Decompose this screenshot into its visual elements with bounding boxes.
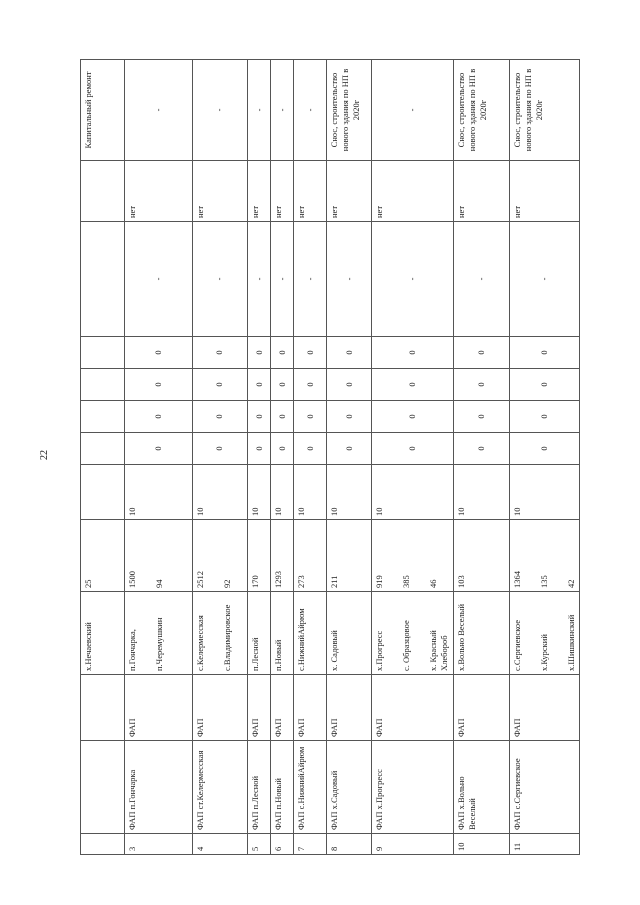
dash-cell: - bbox=[192, 222, 247, 337]
facility-name bbox=[81, 741, 125, 834]
settlements-line: п.Черемушкин bbox=[154, 617, 165, 671]
facility-name: ФАП с.Сергиевское bbox=[509, 741, 580, 834]
value-4: 0 bbox=[271, 337, 294, 369]
value-4: 0 bbox=[327, 337, 371, 369]
population bbox=[125, 520, 192, 592]
settlements-line: с.Владимировское bbox=[221, 604, 232, 671]
value-4: 0 bbox=[371, 337, 453, 369]
table-row bbox=[371, 60, 453, 855]
table-row bbox=[271, 60, 294, 855]
population-line: 170 bbox=[249, 575, 260, 588]
status: нет bbox=[294, 161, 327, 222]
distance bbox=[81, 465, 125, 520]
value-3: 0 bbox=[454, 369, 509, 401]
facility-name: ФАП ст.Келермесская bbox=[192, 741, 247, 834]
value-3: 0 bbox=[327, 369, 371, 401]
settlements bbox=[271, 592, 294, 675]
settlements bbox=[192, 592, 247, 675]
plan: - bbox=[125, 60, 192, 161]
settlements-line: х.Вольно Веселый bbox=[456, 603, 467, 671]
facility-name: ФАП п.Новый bbox=[271, 741, 294, 834]
value-4 bbox=[81, 337, 125, 369]
value-3: 0 bbox=[247, 369, 270, 401]
distance: 10 bbox=[125, 465, 192, 520]
population bbox=[327, 520, 371, 592]
facility-name: ФАП х.Прогресс bbox=[371, 741, 453, 834]
population bbox=[247, 520, 270, 592]
settlements bbox=[247, 592, 270, 675]
line-gap bbox=[206, 595, 222, 671]
population-line: 42 bbox=[565, 579, 576, 588]
status: нет bbox=[509, 161, 580, 222]
population bbox=[454, 520, 509, 592]
facility-type bbox=[81, 675, 125, 741]
settlements bbox=[371, 592, 453, 675]
population-line: 2512 bbox=[194, 571, 205, 588]
population bbox=[271, 520, 294, 592]
table-row bbox=[454, 60, 509, 855]
facility-type: ФАП bbox=[192, 675, 247, 741]
population-line: 1500 bbox=[127, 571, 138, 588]
value-2: 0 bbox=[294, 401, 327, 433]
plan: - bbox=[271, 60, 294, 161]
status: нет bbox=[327, 161, 371, 222]
settlements bbox=[327, 592, 371, 675]
population-line: 46 bbox=[427, 579, 438, 588]
row-number: 9 bbox=[371, 834, 453, 855]
distance: 10 bbox=[371, 465, 453, 520]
facility-type: ФАП bbox=[294, 675, 327, 741]
distance: 10 bbox=[192, 465, 247, 520]
dash-cell bbox=[81, 222, 125, 337]
distance: 10 bbox=[509, 465, 580, 520]
table-body bbox=[81, 60, 580, 855]
population bbox=[294, 520, 327, 592]
population-line: 919 bbox=[373, 575, 384, 588]
population bbox=[81, 520, 125, 592]
settlements-line: с.Келермесская bbox=[194, 615, 205, 671]
settlements-line: с. Образцовое bbox=[400, 620, 411, 671]
settlements-line: п.Гончарка, bbox=[127, 629, 138, 671]
page-number: 22 bbox=[39, 450, 50, 460]
value-3: 0 bbox=[192, 369, 247, 401]
status bbox=[81, 161, 125, 222]
value-1: 0 bbox=[371, 433, 453, 465]
value-3: 0 bbox=[125, 369, 192, 401]
plan: - bbox=[192, 60, 247, 161]
dash-cell: - bbox=[327, 222, 371, 337]
value-2: 0 bbox=[454, 401, 509, 433]
population bbox=[509, 520, 580, 592]
plan: - bbox=[247, 60, 270, 161]
status: нет bbox=[271, 161, 294, 222]
table-row bbox=[247, 60, 270, 855]
value-2: 0 bbox=[125, 401, 192, 433]
plan: - bbox=[371, 60, 453, 161]
row-number: 8 bbox=[327, 834, 371, 855]
facilities-table bbox=[80, 59, 580, 855]
dash-cell: - bbox=[509, 222, 580, 337]
population-line: 1364 bbox=[511, 571, 522, 588]
line-gap bbox=[385, 595, 401, 671]
status: нет bbox=[192, 161, 247, 222]
value-1: 0 bbox=[454, 433, 509, 465]
population bbox=[192, 520, 247, 592]
facility-name: ФАП п.Лесной bbox=[247, 741, 270, 834]
facility-type: ФАП bbox=[454, 675, 509, 741]
settlements-line: х. Красный Хлебороб bbox=[427, 630, 449, 671]
line-gap bbox=[523, 595, 539, 671]
line-gap bbox=[385, 523, 401, 588]
dash-cell: - bbox=[271, 222, 294, 337]
value-4: 0 bbox=[247, 337, 270, 369]
plan: Снос, строительство нового здания по НП в 2020г bbox=[454, 60, 509, 161]
settlements-line: х.Прогресс bbox=[373, 630, 384, 671]
facility-name: ФАП х.Садовый bbox=[327, 741, 371, 834]
value-2: 0 bbox=[247, 401, 270, 433]
dash-cell: - bbox=[125, 222, 192, 337]
facility-name: ФАП х.Вольно Веселый bbox=[454, 741, 509, 834]
population-line: 103 bbox=[456, 575, 467, 588]
value-1: 0 bbox=[327, 433, 371, 465]
population bbox=[371, 520, 453, 592]
value-4: 0 bbox=[192, 337, 247, 369]
value-1: 0 bbox=[271, 433, 294, 465]
settlements-line: п.Лесной bbox=[249, 637, 260, 671]
settlements bbox=[294, 592, 327, 675]
value-1: 0 bbox=[294, 433, 327, 465]
line-gap bbox=[138, 523, 154, 588]
line-gap bbox=[412, 595, 428, 671]
population-line: 25 bbox=[83, 579, 93, 588]
facility-name: ФАП с.НижнийАйрюм bbox=[294, 741, 327, 834]
line-gap bbox=[550, 595, 566, 671]
plan: Снос, строительство нового здания по НП в 2020г bbox=[509, 60, 580, 161]
dash-cell: - bbox=[247, 222, 270, 337]
facility-type: ФАП bbox=[125, 675, 192, 741]
table-row bbox=[192, 60, 247, 855]
rotated-table-wrapper bbox=[80, 60, 580, 855]
settlements-line: с.НижнийАйрюм bbox=[296, 608, 307, 671]
settlements-line: п.Новый bbox=[273, 639, 284, 671]
population-line: 94 bbox=[154, 579, 165, 588]
line-gap bbox=[138, 595, 154, 671]
settlements-line: х.Шишкинский bbox=[565, 614, 576, 671]
value-1: 0 bbox=[509, 433, 580, 465]
value-4: 0 bbox=[454, 337, 509, 369]
line-gap bbox=[523, 523, 539, 588]
value-3: 0 bbox=[509, 369, 580, 401]
population-line: 385 bbox=[400, 575, 411, 588]
status: нет bbox=[247, 161, 270, 222]
value-4: 0 bbox=[125, 337, 192, 369]
status: нет bbox=[454, 161, 509, 222]
row-number: 7 bbox=[294, 834, 327, 855]
distance: 10 bbox=[454, 465, 509, 520]
value-3 bbox=[81, 369, 125, 401]
value-1: 0 bbox=[192, 433, 247, 465]
line-gap bbox=[412, 523, 428, 588]
facility-name: ФАП п.Гончарка bbox=[125, 741, 192, 834]
facility-type: ФАП bbox=[371, 675, 453, 741]
value-3: 0 bbox=[271, 369, 294, 401]
row-number: 4 bbox=[192, 834, 247, 855]
population-line: 1293 bbox=[273, 571, 284, 588]
row-number: 3 bbox=[125, 834, 192, 855]
table-row bbox=[294, 60, 327, 855]
population-line: 211 bbox=[329, 575, 340, 588]
distance: 10 bbox=[247, 465, 270, 520]
distance: 10 bbox=[327, 465, 371, 520]
plan: - bbox=[294, 60, 327, 161]
table-row bbox=[81, 60, 125, 855]
table-row bbox=[125, 60, 192, 855]
settlements-line: х.Нечаевский bbox=[83, 622, 93, 671]
settlements-line: х.Курский bbox=[538, 634, 549, 671]
row-number: 5 bbox=[247, 834, 270, 855]
line-gap bbox=[206, 523, 222, 588]
population-line: 92 bbox=[221, 579, 232, 588]
settlements bbox=[125, 592, 192, 675]
row-number: 6 bbox=[271, 834, 294, 855]
status: нет bbox=[125, 161, 192, 222]
value-2 bbox=[81, 401, 125, 433]
facility-type: ФАП bbox=[327, 675, 371, 741]
status: нет bbox=[371, 161, 453, 222]
settlements bbox=[454, 592, 509, 675]
row-number: 11 bbox=[509, 834, 580, 855]
population-line: 135 bbox=[538, 575, 549, 588]
settlements bbox=[81, 592, 125, 675]
value-2: 0 bbox=[371, 401, 453, 433]
line-gap bbox=[550, 523, 566, 588]
value-2: 0 bbox=[271, 401, 294, 433]
facility-type: ФАП bbox=[271, 675, 294, 741]
value-4: 0 bbox=[294, 337, 327, 369]
row-number: 10 bbox=[454, 834, 509, 855]
plan: Капитальный ремонт bbox=[81, 60, 125, 161]
dash-cell: - bbox=[371, 222, 453, 337]
settlements bbox=[509, 592, 580, 675]
value-3: 0 bbox=[371, 369, 453, 401]
plan: Снос, строительство нового здания по НП в 2020г bbox=[327, 60, 371, 161]
value-3: 0 bbox=[294, 369, 327, 401]
value-4: 0 bbox=[509, 337, 580, 369]
value-2: 0 bbox=[327, 401, 371, 433]
population-line: 273 bbox=[296, 575, 307, 588]
settlements-line: с.Сергиевское bbox=[511, 619, 522, 671]
distance: 10 bbox=[294, 465, 327, 520]
value-1: 0 bbox=[247, 433, 270, 465]
value-2: 0 bbox=[509, 401, 580, 433]
facility-type: ФАП bbox=[247, 675, 270, 741]
dash-cell: - bbox=[454, 222, 509, 337]
facility-type: ФАП bbox=[509, 675, 580, 741]
value-1 bbox=[81, 433, 125, 465]
settlements-line: х. Садовый bbox=[329, 630, 340, 671]
value-1: 0 bbox=[125, 433, 192, 465]
table-row bbox=[509, 60, 580, 855]
value-2: 0 bbox=[192, 401, 247, 433]
table-row bbox=[327, 60, 371, 855]
distance: 10 bbox=[271, 465, 294, 520]
row-number bbox=[81, 834, 125, 855]
dash-cell: - bbox=[294, 222, 327, 337]
